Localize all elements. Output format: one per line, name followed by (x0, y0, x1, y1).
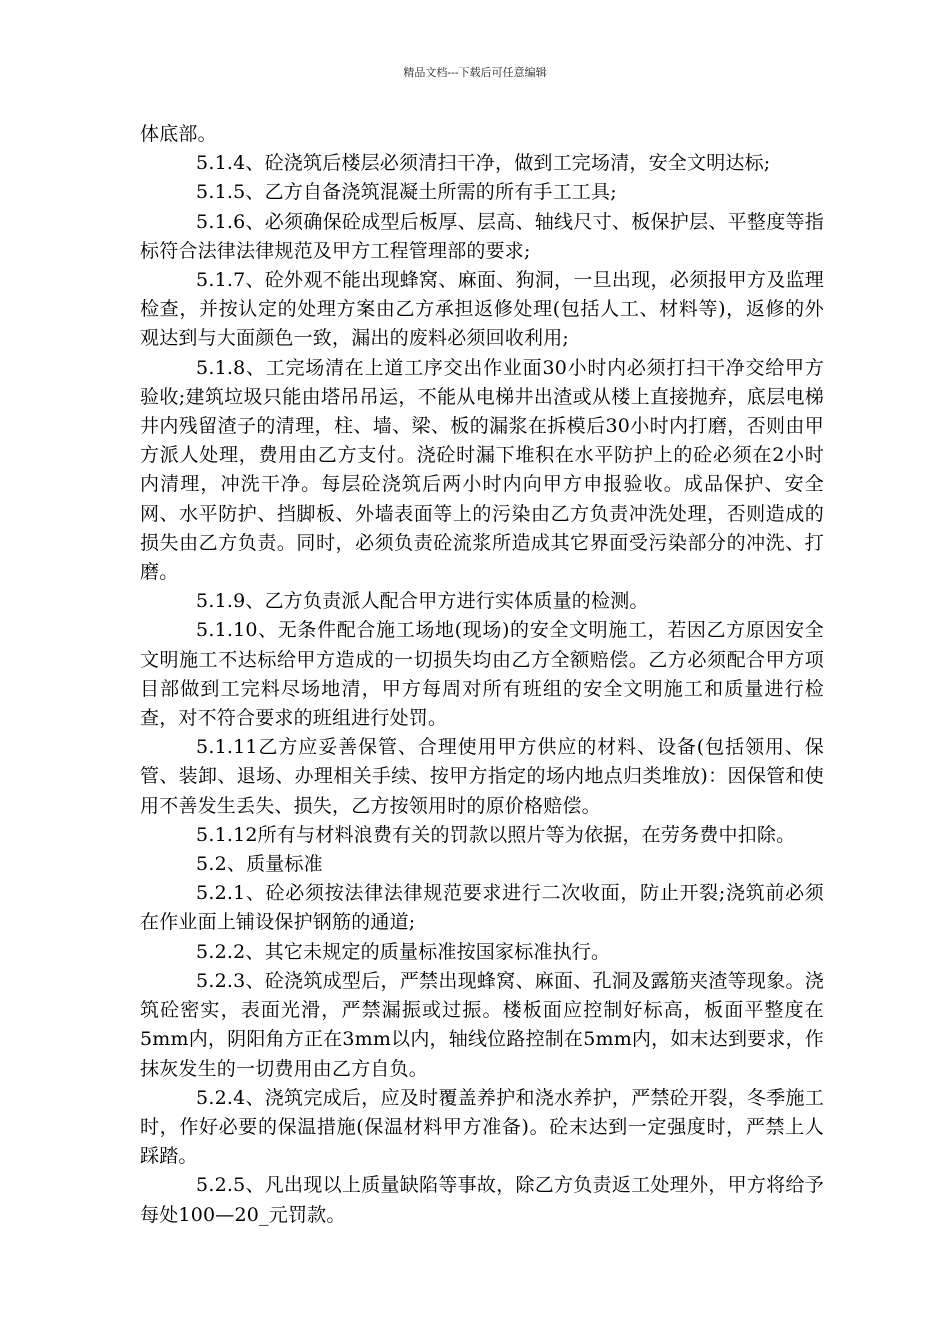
clause-5-1-11: 5.1.11乙方应妥善保管、合理使用甲方供应的材料、设备(包括领用、保管、装卸、退场、办理相关手续、按甲方指定的场内地点归类堆放)：因保管和使用不善发生丢失、损失，乙方按领用时的原价格赔偿。 (140, 736, 824, 817)
clause-5-2-1: 5.2.1、砼必须按法律法律规范要求进行二次收面，防止开裂;浇筑前必须在作业面上铺设保护钢筋的通道; (140, 882, 824, 934)
clause-5-2-4: 5.2.4、浇筑完成后，应及时覆盖养护和浇水养护，严禁砼开裂，冬季施工时，作好必要的保温措施(保温材料甲方准备)。砼末达到一定强度时，严禁上人踩踏。 (140, 1086, 824, 1168)
section-heading-5-2: 5.2、质量标准 (196, 853, 323, 876)
clause-5-2-3: 5.2.3、砼浇筑成型后，严禁出现蜂窝、麻面、孔洞及露筋夹渣等现象。浇筑砼密实，表面光滑，严禁漏振或过振。楼板面应控制好标高，板面平整度在5mm内，阴阳角方正在3mm以内，轴线位路控制在5mm内，如末达到要求，作抹灰发生的一切费用由乙方自负。 (140, 969, 824, 1080)
page-header: 精品文档---下载后可任意编辑 (403, 66, 547, 79)
clause-5-1-5: 5.1.5、乙方自备浇筑混凝土所需的所有手工工具; (196, 181, 617, 204)
document-body (140, 120, 824, 1230)
clause-5-1-6: 5.1.6、必须确保砼成型后板厚、层高、轴线尺寸、板保护层、平整度等指标符合法律法律规范及甲方工程管理部的要求; (140, 210, 824, 262)
clause-5-1-10: 5.1.10、无条件配合施工场地(现场)的安全文明施工，若因乙方原因安全文明施工不达标给甲方造成的一切损失均由乙方全额赔偿。乙方必须配合甲方项目部做到工完料尽场地清，甲方每周对所有班组的安全文明施工和质量进行检查，对不符合要求的班组进行处罚。 (140, 619, 824, 730)
clause-5-1-4: 5.1.4、砼浇筑后楼层必须清扫干净，做到工完场清，安全文明达标; (196, 152, 771, 175)
clause-5-1-7: 5.1.7、砼外观不能出现蜂窝、麻面、狗洞，一旦出现，必须报甲方及监理检查，并按认定的处理方案由乙方承担返修处理(包括人工、材料等)，返修的外观达到与大面颜色一致，漏出的废料必须回收利用; (140, 269, 824, 350)
clause-5-1-12: 5.1.12所有与材料浪费有关的罚款以照片等为依据，在劳务费中扣除。 (196, 823, 796, 846)
clause-5-1-8: 5.1.8、工完场清在上道工序交出作业面30小时内必须打扫干净交给甲方验收;建筑垃圾只能由塔吊吊运，不能从电梯井出渣或从楼上直接抛弃，底层电梯井内残留渣子的清理，柱、墙、梁、板的漏浆在拆模后30小时内打磨，否则由甲方派人处理，费用由乙方支付。浇砼时漏下堆积在水平防护上的砼必须在2小时内清理，冲洗干净。每层砼浇筑后两小时内向甲方申报验收。成品保护、安全网、水平防护、挡脚板、外墙表面等上的污染由乙方负责冲洗处理，否则造成的损失由乙方负责。同时，必须负责砼流浆所造成其它界面受污染部分的冲洗、打磨。 (140, 356, 824, 584)
clause-5-1-9: 5.1.9、乙方负责派人配合甲方进行实体质量的检测。 (196, 590, 649, 613)
paragraph-continuation: 体底部。 (140, 123, 217, 145)
clause-5-2-2: 5.2.2、其它未规定的质量标准按国家标准执行。 (196, 940, 611, 963)
clause-5-2-5: 5.2.5、凡出现以上质量缺陷等事故，除乙方负责返工处理外，甲方将给予每处100—20_元罚款。 (140, 1174, 824, 1226)
